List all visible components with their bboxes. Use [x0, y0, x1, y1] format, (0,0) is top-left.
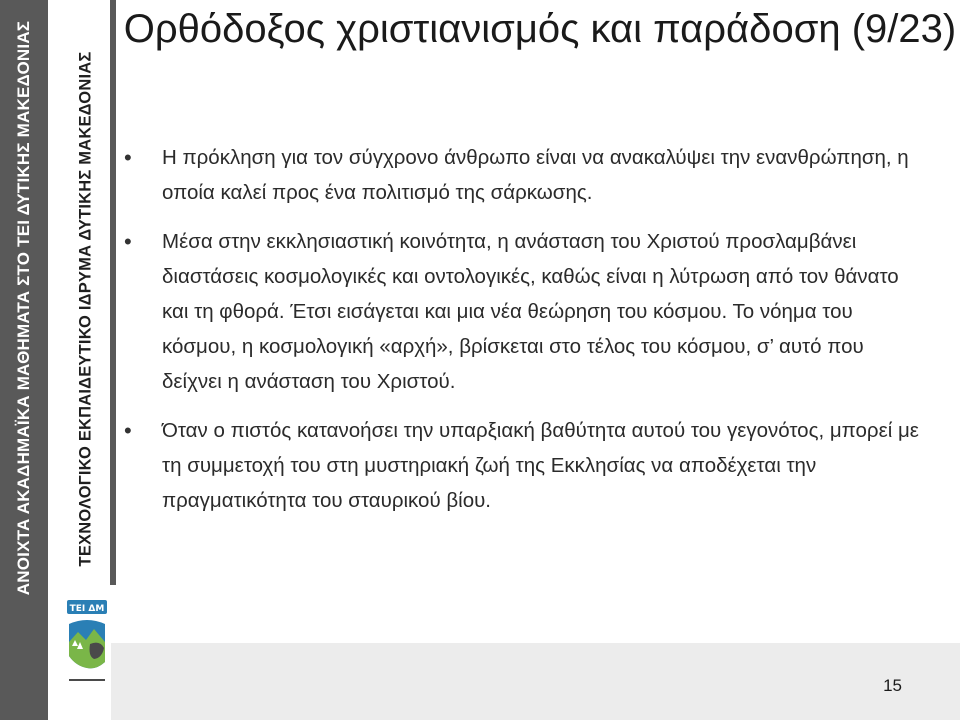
logo-text: ΤΕΙ ΔΜ: [69, 604, 105, 614]
footer-band: [111, 643, 960, 720]
bullet-item: • Όταν ο πιστός κατανοήσει την υπαρξιακή βαθύτητα αυτού του γεγονότος, μπορεί με τη συμμετοχή του στη μυστηριακή ζωή της Εκκλησίας να αποδέχεται την πραγματικότητα του σταυρικού βίου.: [122, 413, 922, 518]
page-number: 15: [883, 676, 902, 695]
bullet-item: • Μέσα στην εκκλησιαστική κοινότητα, η ανάσταση του Χριστού προσλαμβάνει διαστάσεις κοσμολογικές και οντολογικές, καθώς είναι η λύτρωση από τον θάνατο και τη φθορά. Έτσι εισάγεται και μια νέα θεώρηση του κόσμου. Το νόημα του κόσμου, η κοσμολογική «αρχή», βρίσκεται στο τέλος του κόσμου, σ’ αυτό που δείχνει η ανάσταση του Χριστού.: [122, 224, 922, 399]
sidebar-outer-text: ΑΝΟΙΧΤΑ ΑΚΑΔΗΜΑΪΚΑ ΜΑΘΗΜΑΤΑ ΣΤΟ ΤΕΙ ΔΥΤΙΚΗΣ ΜΑΚΕΔΟΝΙΑΣ: [14, 20, 33, 596]
slide-title: Ορθόδοξος χριστιανισμός και παράδοση (9/23): [123, 7, 957, 51]
inner-sidebar: [62, 0, 116, 585]
bullet-list: [122, 140, 922, 532]
bullet-item: • Η πρόκληση για τον σύγχρονο άνθρωπο είναι να ανακαλύψει την ενανθρώπηση, η οποία καλεί προς ένα πολιτισμό της σάρκωσης.: [122, 140, 922, 210]
tei-logo: [66, 596, 108, 688]
sidebar-inner-text: ΤΕΧΝΟΛΟΓΙΚΟ ΕΚΠΑΙΔΕΥΤΙΚΟ ΙΔΡΥΜΑ ΔΥΤΙΚΗΣ ΜΑΚΕΔΟΝΙΑΣ: [76, 51, 95, 567]
left-sidebar: [0, 0, 48, 720]
